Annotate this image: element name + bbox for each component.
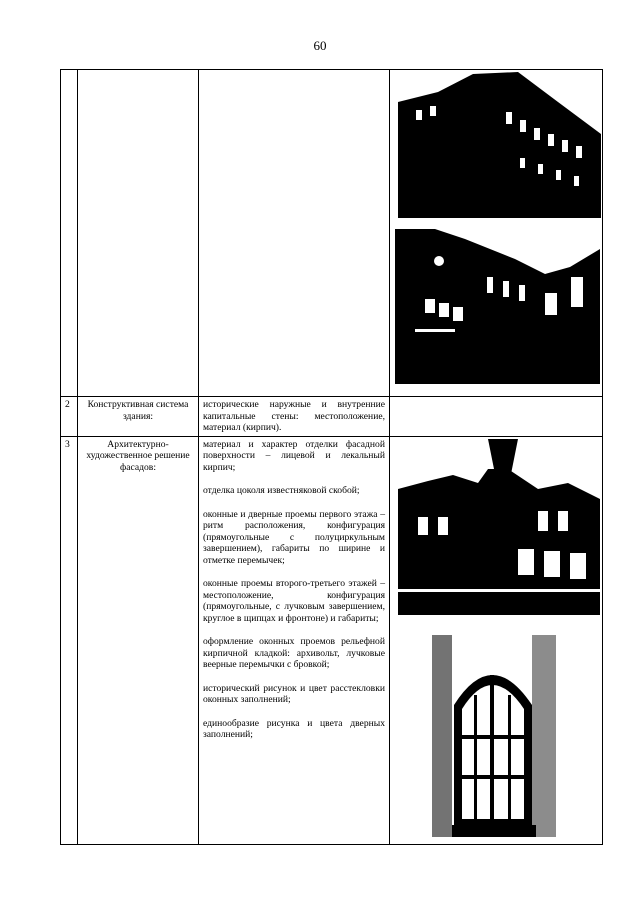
description-paragraph: отделка цоколя известняковой скобой; [203, 485, 360, 496]
building-street-photo [395, 229, 600, 384]
facade-gable-photo [398, 439, 600, 615]
row-number: 2 [61, 397, 78, 437]
photo-cell [390, 397, 603, 437]
table-row [61, 436, 603, 844]
description-paragraph: оконные и дверные проемы первого этажа – ритм расположения, конфигурация (прямоугольные с полуциркульным завершением), габариты по ширине и отметке перемычек; [203, 508, 385, 566]
element-name: Конструктивная система здания: [78, 397, 199, 437]
arched-window-photo [432, 635, 556, 837]
description-paragraph: оконные проемы второго-третьего этажей –местоположение, конфигурация (прямоугольные, с лучковым завершением, круглое в щипцах и фронтоне) и габариты; [203, 578, 385, 624]
description-paragraph: исторический рисунок и цвет расстекловки оконных заполнений; [203, 682, 385, 705]
table-row [61, 70, 603, 397]
description-paragraph: исторические наружные и внутренние капитальные стены: местоположение, материал (кирпич). [203, 399, 385, 433]
element-name: Архитектурно-художественное решение фасадов: [78, 436, 199, 844]
element-description [199, 397, 390, 437]
row-number [61, 70, 78, 397]
row-number: 3 [61, 436, 78, 844]
description-paragraph: материал и характер отделки фасадной поверхности – лицевой и лекальный кирпич; [203, 438, 385, 473]
photo-cell [390, 436, 603, 844]
element-description [199, 436, 390, 844]
description-paragraph: единообразие рисунка и цвета дверных заполнений; [203, 717, 385, 740]
description-paragraph: оформление оконных проемов рельефной кирпичной кладкой: архивольт, лучковые веерные перемычки с бровкой; [203, 636, 385, 670]
heritage-elements-table [60, 69, 603, 845]
page-number: 60 [313, 38, 327, 53]
element-description [199, 70, 390, 397]
table-row [61, 397, 603, 437]
building-corner-photo [398, 72, 601, 218]
photo-cell [390, 70, 603, 397]
element-name [78, 70, 199, 397]
